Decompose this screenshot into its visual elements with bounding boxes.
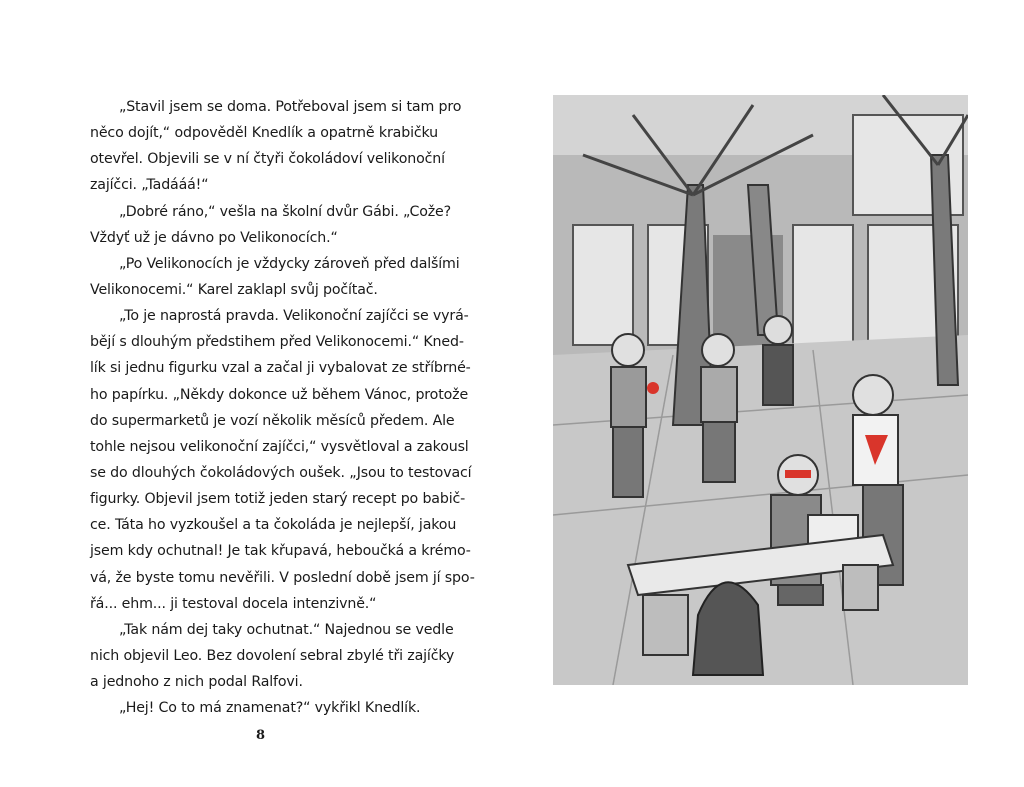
text-line: a jednoho z nich podal Ralfovi. (90, 674, 303, 691)
text-line: otevřel. Objevili se v ní čtyři čokoládoví velikonoční (90, 151, 445, 168)
text-line: ho papírku. „Někdy dokonce už během Vánoc, protože (90, 386, 469, 403)
text-line: do supermarketů je vozí několik měsíců předem. Ale (90, 412, 455, 429)
text-line: „Stavil jsem se doma. Potřeboval jsem si tam pro (119, 99, 462, 115)
body-text (90, 94, 475, 721)
text-line: „Hej! Co to má znamenat?“ vykřikl Knedlík. (119, 700, 421, 717)
text-line: lík si jednu figurku vzal a začal ji vybalovat ze stříbrné- (90, 360, 471, 377)
text-line: „Dobré ráno,“ vešla na školní dvůr Gábi. „Cože? (119, 203, 452, 220)
text-line: se do dlouhých čokoládových oušek. „Jsou to testovací (90, 464, 472, 481)
text-line: nich objevil Leo. Bez dovolení sebral zbylé tři zajíčky (90, 647, 455, 664)
text-line: zajíčci. „Tadááá!“ (90, 177, 209, 194)
text-line: Velikonocemi.“ Karel zaklapl svůj počítač. (90, 281, 378, 298)
text-line: ce. Táta ho vyzkoušel a ta čokoláda je nejlepší, jakou (90, 517, 457, 534)
text-line: vá, že byste tomu nevěřili. V poslední době jsem jí spo- (90, 569, 475, 586)
text-line: něco dojít,“ odpověděl Knedlík a opatrně krabičku (90, 125, 438, 142)
text-line: „Po Velikonocích je vždycky zároveň před dalšími (119, 255, 460, 272)
text-line: bějí s dlouhým předstihem před Velikonocemi.“ Kned- (90, 334, 464, 351)
text-line: řá... ehm... ji testoval docela intenzivně.“ (90, 595, 377, 612)
page-number: 8 (256, 728, 266, 743)
illustration-schoolyard (553, 95, 968, 685)
text-line: figurky. Objevil jsem totiž jeden starý recept po babič- (90, 491, 466, 508)
text-line: tohle nejsou velikonoční zajíčci,“ vysvětloval a zakousl (90, 438, 469, 455)
text-line: „Tak nám dej taky ochutnat.“ Najednou se vedle (119, 621, 454, 638)
text-line: jsem kdy ochutnal! Je tak křupavá, heboučká a krémo- (90, 543, 471, 560)
text-line: „To je naprostá pravda. Velikonoční zajíčci se vyrá- (119, 308, 469, 325)
illustration-drawing (553, 95, 968, 685)
text-line: Vždyť už je dávno po Velikonocích.“ (90, 229, 338, 246)
